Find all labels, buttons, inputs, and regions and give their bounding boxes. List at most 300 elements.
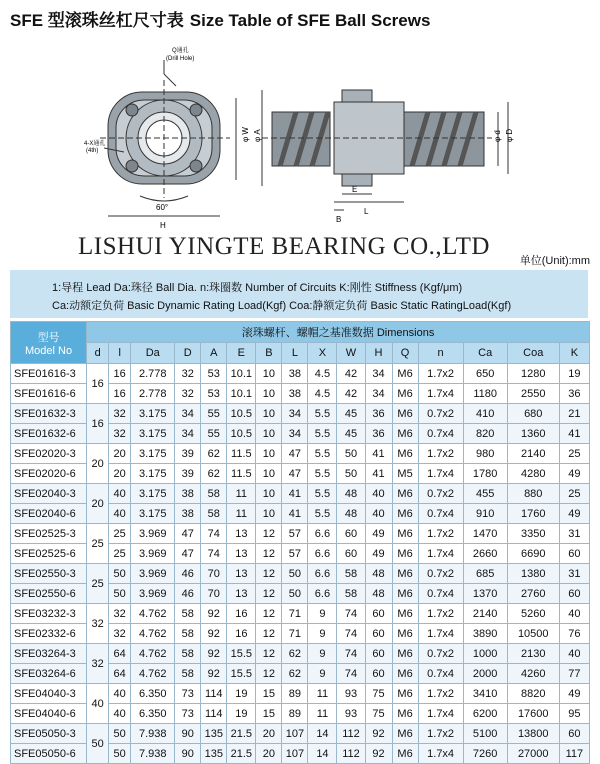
cell-ca: 1780 — [463, 464, 507, 484]
cell-e: 13 — [227, 524, 256, 544]
cell-da: 3.969 — [131, 584, 175, 604]
cell-da: 2.778 — [131, 384, 175, 404]
cell-d: 90 — [175, 744, 201, 764]
cell-d: 34 — [175, 404, 201, 424]
cell-d: 25 — [87, 524, 109, 564]
column-header-l: L — [282, 343, 308, 364]
cell-x: 6.6 — [308, 584, 337, 604]
cell-h: 60 — [365, 664, 392, 684]
cell-w: 50 — [337, 464, 365, 484]
model-cell: SFE01632-3 — [11, 404, 87, 424]
cell-a: 114 — [201, 684, 227, 704]
cell-l: 40 — [109, 484, 131, 504]
cell-k: 95 — [559, 704, 589, 724]
cell-q: M6 — [392, 684, 418, 704]
cell-h: 60 — [365, 604, 392, 624]
cell-ca: 650 — [463, 364, 507, 384]
legend-box — [10, 270, 588, 318]
table-row — [11, 724, 590, 744]
cell-x: 5.5 — [308, 424, 337, 444]
cell-n: 0.7x2 — [418, 644, 463, 664]
model-cell: SFE05050-6 — [11, 744, 87, 764]
cell-w: 58 — [337, 584, 365, 604]
cell-x: 6.6 — [308, 524, 337, 544]
cell-l: 32 — [109, 624, 131, 644]
cell-k: 31 — [559, 564, 589, 584]
cell-q: M6 — [392, 724, 418, 744]
cell-coa: 2140 — [507, 444, 559, 464]
cell-n: 1.7x2 — [418, 364, 463, 384]
cell-da: 3.969 — [131, 564, 175, 584]
cell-ca: 1470 — [463, 524, 507, 544]
cell-da: 7.938 — [131, 724, 175, 744]
cell-d: 20 — [87, 484, 109, 524]
cell-d: 58 — [175, 604, 201, 624]
cell-x: 4.5 — [308, 364, 337, 384]
cell-a: 70 — [201, 564, 227, 584]
cell-x: 5.5 — [308, 404, 337, 424]
model-header-en: Model No — [25, 344, 73, 357]
model-cell: SFE03264-3 — [11, 644, 87, 664]
cell-x: 9 — [308, 664, 337, 684]
cell-a: 62 — [201, 444, 227, 464]
model-cell: SFE02525-6 — [11, 544, 87, 564]
cell-n: 0.7x4 — [418, 504, 463, 524]
cell-ca: 1370 — [463, 584, 507, 604]
cell-b: 15 — [256, 684, 282, 704]
model-cell: SFE01632-6 — [11, 424, 87, 444]
side-view — [262, 90, 508, 210]
cell-n: 1.7x2 — [418, 684, 463, 704]
cell-e: 11.5 — [227, 444, 256, 464]
cell-n: 1.7x4 — [418, 704, 463, 724]
cell-ca: 820 — [463, 424, 507, 444]
cell-d: 16 — [87, 364, 109, 404]
cell-a: 53 — [201, 384, 227, 404]
cell-l: 25 — [109, 544, 131, 564]
model-cell: SFE02550-3 — [11, 564, 87, 584]
cell-b: 10 — [256, 364, 282, 384]
cell-l: 62 — [282, 664, 308, 684]
cell-e: 13 — [227, 584, 256, 604]
cell-e: 21.5 — [227, 724, 256, 744]
cell-n: 1.7x2 — [418, 724, 463, 744]
cell-l: 64 — [109, 664, 131, 684]
table-row — [11, 604, 590, 624]
cell-a: 58 — [201, 504, 227, 524]
cell-e: 13 — [227, 564, 256, 584]
cell-b: 12 — [256, 664, 282, 684]
cell-q: M6 — [392, 484, 418, 504]
cell-a: 53 — [201, 364, 227, 384]
model-cell: SFE01616-6 — [11, 384, 87, 404]
cell-w: 60 — [337, 544, 365, 564]
cell-n: 1.7x4 — [418, 384, 463, 404]
cell-d: 58 — [175, 624, 201, 644]
cell-k: 25 — [559, 444, 589, 464]
cell-k: 40 — [559, 604, 589, 624]
cell-l: 32 — [109, 424, 131, 444]
cell-da: 4.762 — [131, 604, 175, 624]
cell-k: 77 — [559, 664, 589, 684]
cell-l: 71 — [282, 604, 308, 624]
cell-x: 5.5 — [308, 464, 337, 484]
cell-n: 0.7x2 — [418, 564, 463, 584]
cell-n: 0.7x4 — [418, 424, 463, 444]
cell-d: 58 — [175, 664, 201, 684]
model-cell: SFE02040-3 — [11, 484, 87, 504]
cell-q: M6 — [392, 524, 418, 544]
cell-w: 45 — [337, 404, 365, 424]
cell-k: 31 — [559, 524, 589, 544]
cell-l: 40 — [109, 684, 131, 704]
column-header-da: Da — [131, 343, 175, 364]
dim-d-label: φ D — [505, 128, 514, 142]
table-row — [11, 524, 590, 544]
cell-q: M6 — [392, 704, 418, 724]
cell-d: 38 — [175, 504, 201, 524]
cell-k: 21 — [559, 404, 589, 424]
cell-b: 10 — [256, 424, 282, 444]
cell-da: 6.350 — [131, 684, 175, 704]
table-row — [11, 684, 590, 704]
cell-da: 3.175 — [131, 444, 175, 464]
cell-b: 12 — [256, 584, 282, 604]
cell-d: 34 — [175, 424, 201, 444]
cell-l: 50 — [109, 724, 131, 744]
cell-coa: 8820 — [507, 684, 559, 704]
cell-l: 50 — [109, 584, 131, 604]
cell-h: 40 — [365, 484, 392, 504]
cell-ca: 2660 — [463, 544, 507, 564]
cell-w: 74 — [337, 604, 365, 624]
cell-b: 20 — [256, 744, 282, 764]
cell-ca: 7260 — [463, 744, 507, 764]
column-header-coa: Coa — [507, 343, 559, 364]
cell-l: 40 — [109, 504, 131, 524]
column-header-d: d — [87, 343, 109, 364]
table-row — [11, 444, 590, 464]
column-header-a: A — [201, 343, 227, 364]
cell-d: 32 — [87, 644, 109, 684]
cell-e: 19 — [227, 684, 256, 704]
cell-l: 20 — [109, 444, 131, 464]
cell-coa: 5260 — [507, 604, 559, 624]
cell-l: 89 — [282, 684, 308, 704]
cell-b: 12 — [256, 544, 282, 564]
legend-line-2: Ca:动额定负荷 Basic Dynamic Rating Load(Kgf) Coa:静额定负荷 Basic Static RatingLoad(Kgf) — [52, 300, 512, 312]
cell-k: 19 — [559, 364, 589, 384]
cell-l: 34 — [282, 404, 308, 424]
cell-n: 1.7x2 — [418, 604, 463, 624]
column-header-w: W — [337, 343, 365, 364]
column-header-b: B — [256, 343, 282, 364]
column-header-k: K — [559, 343, 589, 364]
cell-d: 16 — [87, 404, 109, 444]
front-view — [100, 60, 236, 216]
model-cell: SFE02550-6 — [11, 584, 87, 604]
angle-label: 60° — [156, 203, 169, 212]
model-header-cn: 型号 — [37, 331, 60, 344]
cell-da: 7.938 — [131, 744, 175, 764]
cell-k: 49 — [559, 684, 589, 704]
cell-l: 16 — [109, 364, 131, 384]
cell-da: 3.969 — [131, 524, 175, 544]
cell-h: 92 — [365, 744, 392, 764]
cell-w: 48 — [337, 484, 365, 504]
cell-x: 5.5 — [308, 504, 337, 524]
cell-ca: 685 — [463, 564, 507, 584]
cell-da: 3.175 — [131, 504, 175, 524]
dim-h-label: H — [160, 221, 166, 230]
cell-l: 71 — [282, 624, 308, 644]
cell-h: 60 — [365, 644, 392, 664]
watermark-text: LISHUI YINGTE BEARING CO.,LTD — [78, 233, 490, 260]
cell-n: 1.7x4 — [418, 744, 463, 764]
cell-x: 6.6 — [308, 544, 337, 564]
model-cell: SFE01616-3 — [11, 364, 87, 384]
cell-w: 74 — [337, 644, 365, 664]
cell-l: 41 — [282, 484, 308, 504]
cell-h: 48 — [365, 584, 392, 604]
cell-k: 25 — [559, 484, 589, 504]
cell-w: 93 — [337, 684, 365, 704]
cell-l: 47 — [282, 464, 308, 484]
cell-q: M6 — [392, 624, 418, 644]
dim-a-label: φ A — [253, 129, 262, 142]
cell-ca: 980 — [463, 444, 507, 464]
cell-q: M5 — [392, 464, 418, 484]
cell-x: 5.5 — [308, 484, 337, 504]
model-header — [11, 322, 87, 364]
cell-l: 16 — [109, 384, 131, 404]
cell-ca: 2140 — [463, 604, 507, 624]
cell-coa: 1280 — [507, 364, 559, 384]
ball-screw-drawing — [0, 30, 600, 230]
cell-coa: 1760 — [507, 504, 559, 524]
cell-l: 107 — [282, 744, 308, 764]
table-row — [11, 404, 590, 424]
bolt-hole-label-en: (4th) — [86, 148, 99, 154]
cell-q: M6 — [392, 744, 418, 764]
column-header-d: D — [175, 343, 201, 364]
cell-n: 0.7x2 — [418, 404, 463, 424]
cell-n: 0.7x4 — [418, 584, 463, 604]
cell-coa: 1360 — [507, 424, 559, 444]
cell-ca: 410 — [463, 404, 507, 424]
cell-a: 62 — [201, 464, 227, 484]
column-header-n: n — [418, 343, 463, 364]
cell-d: 73 — [175, 704, 201, 724]
cell-l: 50 — [282, 584, 308, 604]
cell-n: 0.7x4 — [418, 664, 463, 684]
cell-h: 75 — [365, 684, 392, 704]
cell-l: 57 — [282, 524, 308, 544]
cell-d: 38 — [175, 484, 201, 504]
column-header-x: X — [308, 343, 337, 364]
cell-ca: 3410 — [463, 684, 507, 704]
cell-q: M6 — [392, 404, 418, 424]
cell-w: 45 — [337, 424, 365, 444]
cell-b: 12 — [256, 564, 282, 584]
cell-a: 92 — [201, 604, 227, 624]
cell-l: 50 — [282, 564, 308, 584]
cell-l: 40 — [109, 704, 131, 724]
cell-coa: 2550 — [507, 384, 559, 404]
cell-coa: 3350 — [507, 524, 559, 544]
cell-b: 10 — [256, 384, 282, 404]
cell-h: 40 — [365, 504, 392, 524]
cell-h: 36 — [365, 404, 392, 424]
dimensions-header: 滚珠螺杆、螺帽之基准数据 Dimensions — [87, 322, 590, 343]
model-cell: SFE02332-6 — [11, 624, 87, 644]
cell-w: 42 — [337, 364, 365, 384]
cell-x: 11 — [308, 704, 337, 724]
cell-d: 32 — [175, 364, 201, 384]
cell-e: 10.1 — [227, 384, 256, 404]
cell-h: 36 — [365, 424, 392, 444]
cell-h: 92 — [365, 724, 392, 744]
column-header-h: H — [365, 343, 392, 364]
cell-da: 3.175 — [131, 424, 175, 444]
cell-coa: 680 — [507, 404, 559, 424]
cell-b: 10 — [256, 484, 282, 504]
model-cell: SFE04040-6 — [11, 704, 87, 724]
cell-w: 74 — [337, 624, 365, 644]
cell-coa: 1380 — [507, 564, 559, 584]
cell-coa: 13800 — [507, 724, 559, 744]
cell-x: 9 — [308, 604, 337, 624]
cell-d: 73 — [175, 684, 201, 704]
model-cell: SFE02040-6 — [11, 504, 87, 524]
cell-e: 11 — [227, 504, 256, 524]
cell-d: 46 — [175, 584, 201, 604]
cell-l: 32 — [109, 404, 131, 424]
dim-e-label: E — [352, 185, 358, 194]
cell-l: 50 — [109, 564, 131, 584]
cell-k: 117 — [559, 744, 589, 764]
model-cell: SFE02525-3 — [11, 524, 87, 544]
flange-hole-label-en: (Drill Hole) — [166, 56, 195, 62]
cell-coa: 6690 — [507, 544, 559, 564]
column-header-q: Q — [392, 343, 418, 364]
cell-d: 40 — [87, 684, 109, 724]
cell-x: 11 — [308, 684, 337, 704]
cell-h: 34 — [365, 384, 392, 404]
cell-coa: 10500 — [507, 624, 559, 644]
cell-ca: 5100 — [463, 724, 507, 744]
cell-d: 47 — [175, 524, 201, 544]
page-title — [10, 6, 430, 31]
cell-e: 15.5 — [227, 664, 256, 684]
cell-k: 36 — [559, 384, 589, 404]
cell-b: 15 — [256, 704, 282, 724]
table-row — [11, 644, 590, 664]
column-header-l: l — [109, 343, 131, 364]
cell-w: 50 — [337, 444, 365, 464]
cell-l: 41 — [282, 504, 308, 524]
cell-ca: 910 — [463, 504, 507, 524]
cell-w: 74 — [337, 664, 365, 684]
cell-k: 60 — [559, 544, 589, 564]
cell-d: 90 — [175, 724, 201, 744]
cell-e: 13 — [227, 544, 256, 564]
cell-w: 112 — [337, 724, 365, 744]
cell-e: 10.5 — [227, 404, 256, 424]
cell-da: 3.175 — [131, 484, 175, 504]
cell-da: 3.175 — [131, 464, 175, 484]
cell-x: 5.5 — [308, 444, 337, 464]
cell-ca: 1180 — [463, 384, 507, 404]
cell-q: M6 — [392, 644, 418, 664]
cell-ca: 1000 — [463, 644, 507, 664]
cell-da: 2.778 — [131, 364, 175, 384]
unit-label: 单位(Unit):mm — [519, 255, 590, 267]
legend-line-1: 1:导程 Lead Da:珠径 Ball Dia. n:珠圈数 Number of Circuits K:刚性 Stiffness (Kgf/μm) — [52, 282, 463, 294]
cell-x: 14 — [308, 724, 337, 744]
title-cn: SFE 型滚珠丝杠尺寸表 — [10, 11, 184, 30]
cell-h: 34 — [365, 364, 392, 384]
cell-a: 92 — [201, 624, 227, 644]
column-header-row — [11, 343, 590, 364]
model-cell: SFE02020-3 — [11, 444, 87, 464]
cell-l: 47 — [282, 444, 308, 464]
cell-h: 48 — [365, 564, 392, 584]
cell-q: M6 — [392, 584, 418, 604]
cell-n: 1.7x2 — [418, 444, 463, 464]
cell-b: 12 — [256, 524, 282, 544]
cell-e: 16 — [227, 624, 256, 644]
cell-n: 1.7x2 — [418, 524, 463, 544]
cell-a: 92 — [201, 664, 227, 684]
cell-x: 9 — [308, 644, 337, 664]
cell-d: 20 — [87, 444, 109, 484]
cell-da: 3.969 — [131, 544, 175, 564]
table-row — [11, 484, 590, 504]
cell-q: M6 — [392, 384, 418, 404]
cell-b: 20 — [256, 724, 282, 744]
cell-w: 60 — [337, 524, 365, 544]
model-cell: SFE03264-6 — [11, 664, 87, 684]
cell-e: 11.5 — [227, 464, 256, 484]
cell-q: M6 — [392, 504, 418, 524]
cell-a: 55 — [201, 424, 227, 444]
cell-e: 15.5 — [227, 644, 256, 664]
bolt-hole-label: 4-X通孔 — [84, 141, 106, 147]
cell-coa: 2130 — [507, 644, 559, 664]
cell-w: 42 — [337, 384, 365, 404]
cell-b: 10 — [256, 404, 282, 424]
cell-h: 75 — [365, 704, 392, 724]
cell-b: 12 — [256, 604, 282, 624]
table-body — [11, 364, 590, 764]
cell-a: 55 — [201, 404, 227, 424]
cell-k: 41 — [559, 424, 589, 444]
cell-d: 46 — [175, 564, 201, 584]
cell-e: 16 — [227, 604, 256, 624]
cell-da: 6.350 — [131, 704, 175, 724]
cell-a: 92 — [201, 644, 227, 664]
cell-a: 74 — [201, 524, 227, 544]
cell-coa: 2760 — [507, 584, 559, 604]
model-cell: SFE03232-3 — [11, 604, 87, 624]
cell-d: 32 — [87, 604, 109, 644]
cell-da: 3.175 — [131, 404, 175, 424]
cell-da: 4.762 — [131, 624, 175, 644]
cell-k: 49 — [559, 504, 589, 524]
cell-e: 11 — [227, 484, 256, 504]
cell-h: 49 — [365, 544, 392, 564]
